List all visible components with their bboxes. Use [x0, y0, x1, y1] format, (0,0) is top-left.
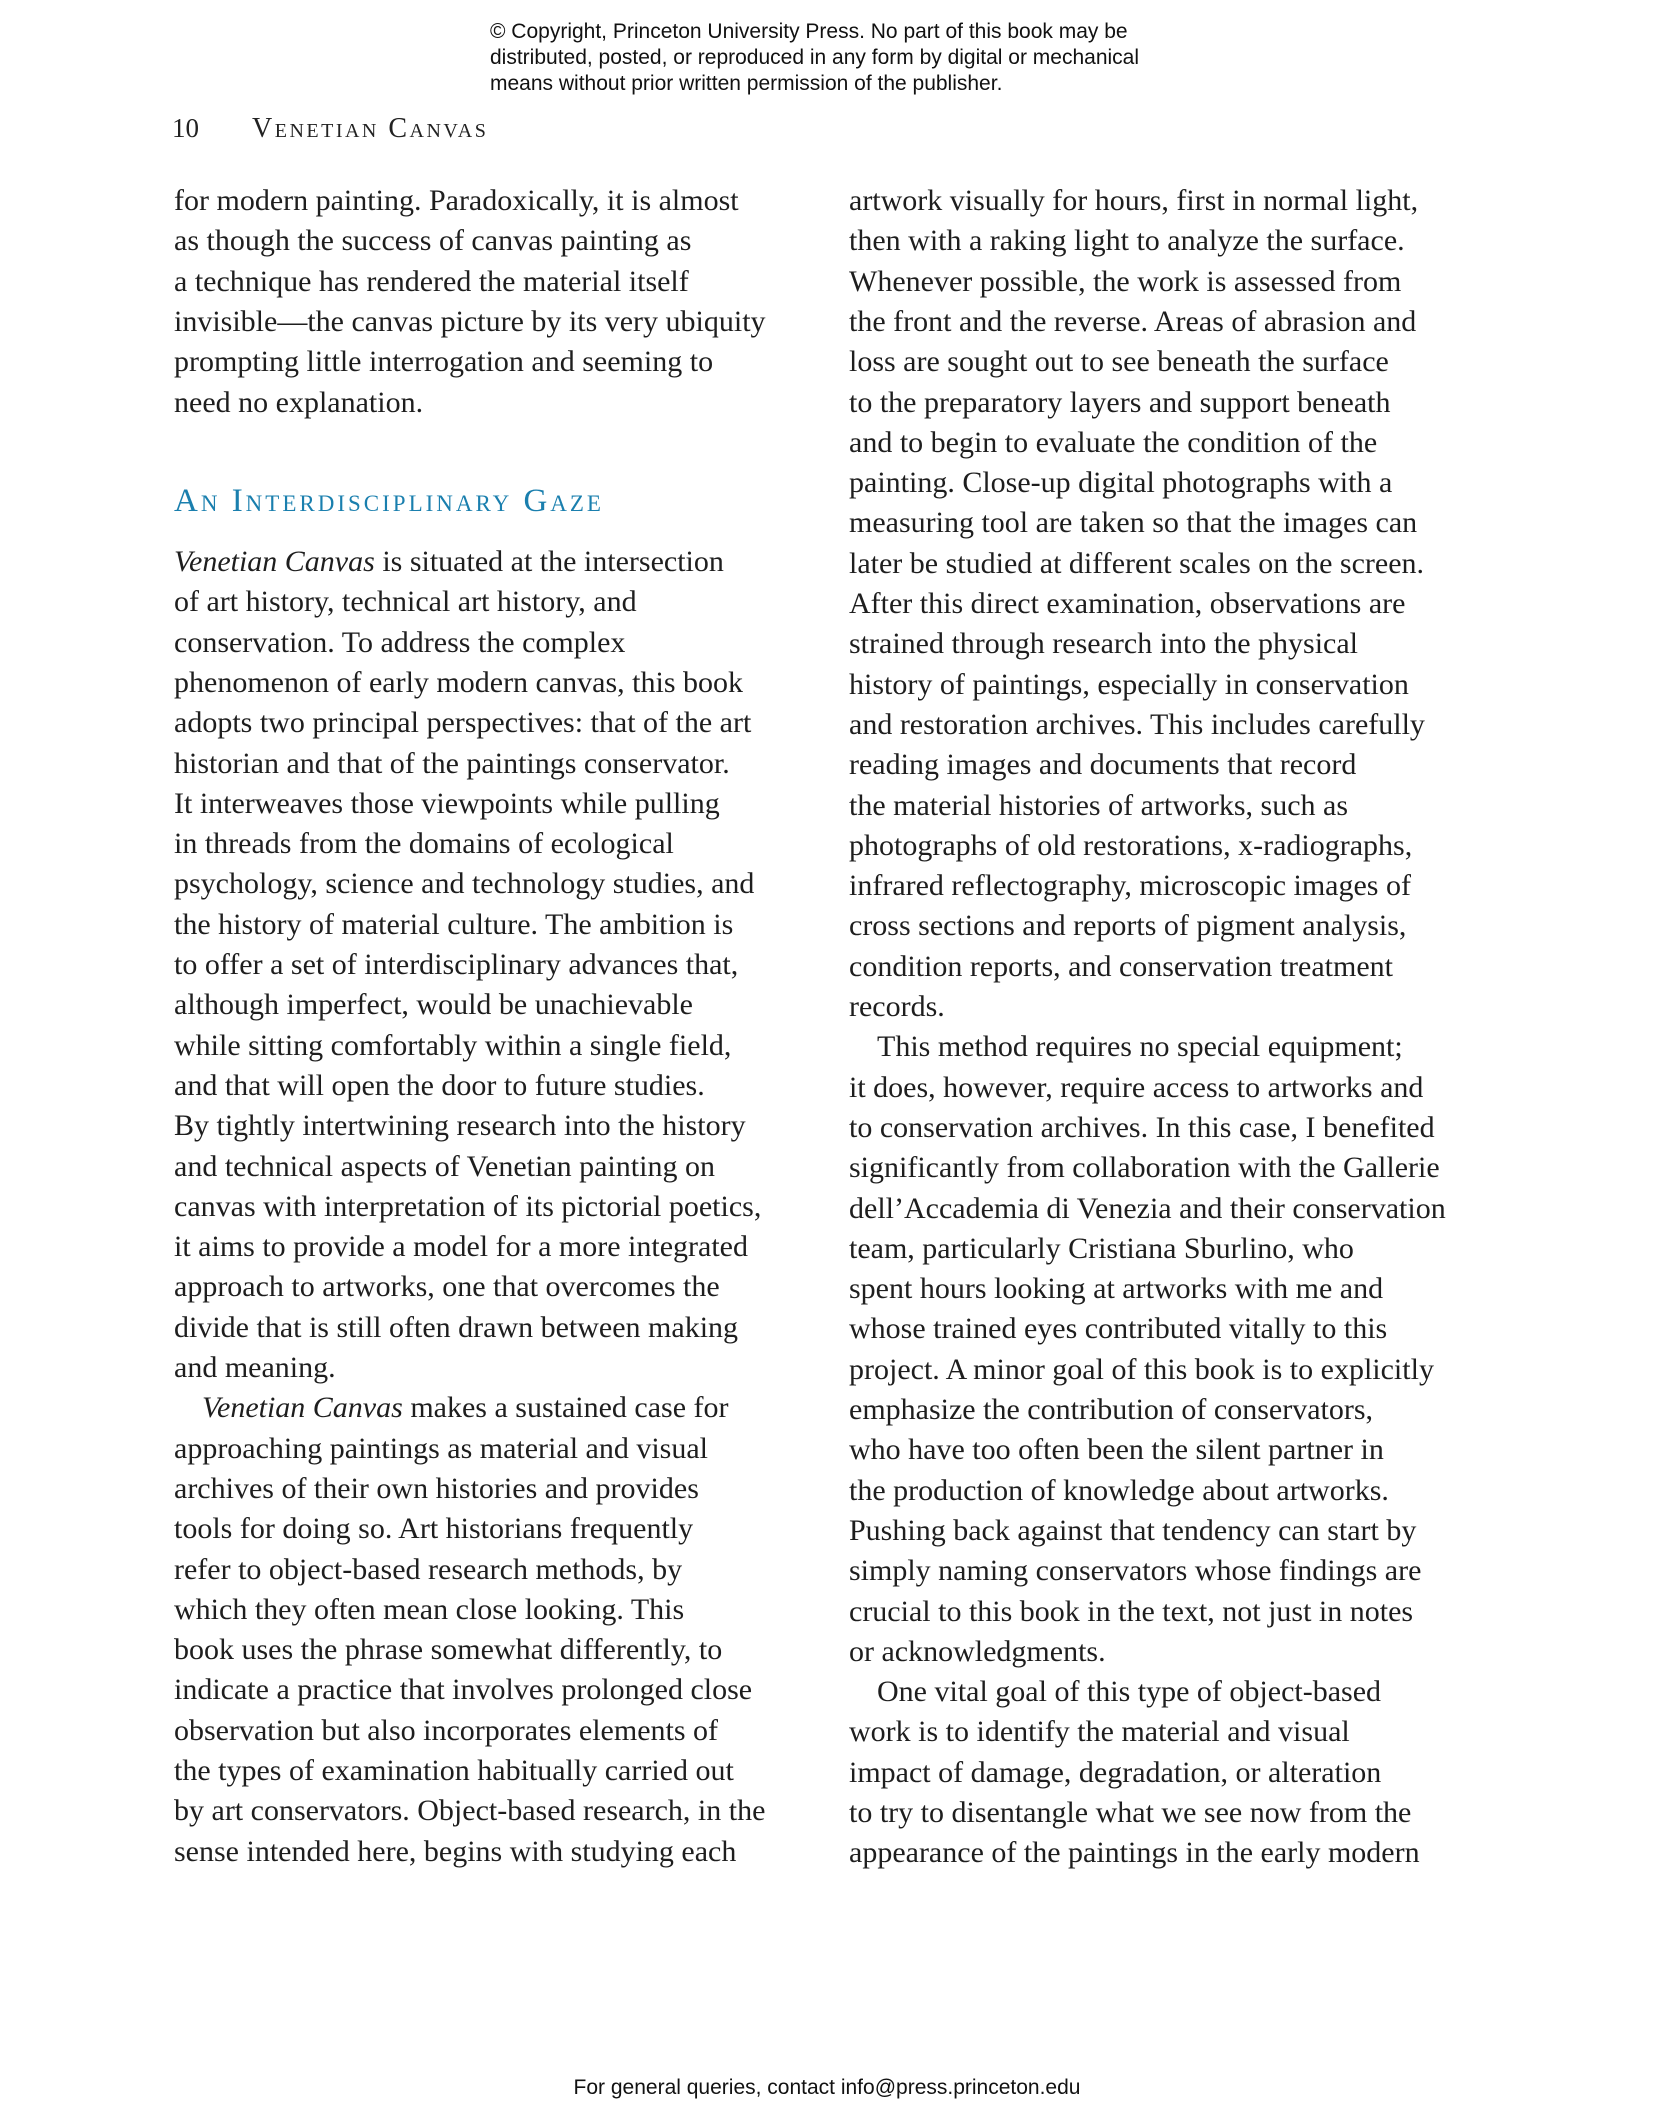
- text-line: approach to artworks, one that overcomes the: [174, 1270, 720, 1304]
- text-line: artwork visually for hours, first in normal light,: [849, 184, 1419, 217]
- copyright-line: distributed, posted, or reproduced in any form by digital or mechanical: [490, 46, 1140, 69]
- text-line: historian and that of the paintings conservator.: [174, 746, 730, 780]
- text-line: and technical aspects of Venetian painting on: [174, 1149, 715, 1183]
- book-title: Venetian Canvas: [252, 113, 489, 144]
- text-line: invisible—the canvas picture by its very ubiquity: [174, 304, 766, 338]
- text-line: to try to disentangle what we see now from the: [849, 1796, 1412, 1829]
- text-line: prompting little interrogation and seeming to: [174, 345, 714, 379]
- section-heading: An Interdisciplinary Gaze: [174, 483, 604, 519]
- text-line: sense intended here, begins with studying each: [174, 1834, 737, 1868]
- text-line: strained through research into the physical: [849, 627, 1359, 661]
- text-run: is situated at the intersection: [374, 545, 724, 578]
- text-line: book uses the phrase somewhat differently, to: [174, 1633, 723, 1667]
- text-line: Whenever possible, the work is assessed from: [849, 264, 1402, 298]
- text-line: the types of examination habitually carried out: [174, 1754, 734, 1787]
- text-line: measuring tool are taken so that the images can: [849, 506, 1418, 540]
- text-run: makes a sustained case for: [402, 1391, 729, 1425]
- text-line: observation but also incorporates elements of: [174, 1713, 719, 1747]
- text-line: impact of damage, degradation, or alteration: [849, 1755, 1382, 1789]
- footer-contact: For general queries, contact info@press.princeton.edu: [573, 2076, 1081, 2099]
- text-line: work is to identify the material and visual: [849, 1715, 1350, 1749]
- text-line: the front and the reverse. Areas of abrasion and: [849, 304, 1417, 338]
- text-line: [174, 1388, 729, 1428]
- text-line: then with a raking light to analyze the surface.: [849, 224, 1405, 258]
- text-line: spent hours looking at artworks with me and: [849, 1272, 1384, 1306]
- book-title-italic: Venetian Canvas: [202, 1391, 403, 1425]
- text-line: cross sections and reports of pigment analysis,: [849, 909, 1407, 943]
- text-line: adopts two principal perspectives: that of the art: [174, 706, 752, 740]
- copyright-line: © Copyright, Princeton University Press. No part of this book may be: [490, 20, 1128, 43]
- text-line: canvas with interpretation of its pictorial poetics,: [174, 1189, 762, 1223]
- text-line: to conservation archives. In this case, I benefited: [849, 1110, 1435, 1144]
- text-line: condition reports, and conservation treatment: [849, 949, 1393, 983]
- text-line: or acknowledgments.: [849, 1634, 1106, 1668]
- copyright-notice: [490, 19, 1139, 97]
- text-line: by art conservators. Object-based research, in the: [174, 1794, 766, 1828]
- text-line: After this direct examination, observations are: [849, 587, 1406, 620]
- text-line: By tightly intertwining research into the history: [174, 1109, 746, 1143]
- text-line: to offer a set of interdisciplinary advances that,: [174, 948, 739, 981]
- text-line: reading images and documents that record: [849, 748, 1357, 782]
- text-line: it does, however, require access to artworks and: [849, 1070, 1424, 1104]
- text-line: records.: [849, 990, 945, 1023]
- text-line: archives of their own histories and provides: [174, 1471, 699, 1505]
- text-line: conservation. To address the complex: [174, 625, 626, 659]
- text-line: approaching paintings as material and visual: [174, 1431, 709, 1465]
- text-line: who have too often been the silent partner in: [849, 1433, 1384, 1467]
- text-line: indicate a practice that involves prolonged close: [174, 1673, 753, 1707]
- text-line: emphasize the contribution of conservators,: [849, 1393, 1374, 1426]
- text-line: team, particularly Cristiana Sburlino, who: [849, 1231, 1354, 1265]
- text-line: photographs of old restorations, x-radiographs,: [849, 828, 1413, 862]
- text-line: project. A minor goal of this book is to explicitly: [849, 1352, 1434, 1386]
- text-line: the history of material culture. The ambition is: [174, 907, 734, 941]
- text-line: significantly from collaboration with the Gallerie: [849, 1151, 1440, 1185]
- text-line: This method requires no special equipment;: [877, 1030, 1403, 1064]
- text-line: infrared reflectography, microscopic images of: [849, 869, 1411, 903]
- text-line: need no explanation.: [174, 385, 424, 419]
- text-line: painting. Close-up digital photographs with a: [849, 466, 1393, 500]
- text-line: although imperfect, would be unachievable: [174, 988, 693, 1022]
- text-line: a technique has rendered the material itself: [174, 264, 689, 298]
- text-line: and to begin to evaluate the condition of the: [849, 425, 1378, 459]
- running-head: [172, 110, 488, 147]
- text-line: It interweaves those viewpoints while pulling: [174, 786, 720, 820]
- text-line: refer to object-based research methods, by: [174, 1552, 683, 1586]
- text-line: Pushing back against that tendency can start by: [849, 1513, 1417, 1547]
- text-line: to the preparatory layers and support beneath: [849, 385, 1391, 419]
- text-line: while sitting comfortably within a single field,: [174, 1028, 732, 1062]
- text-line: simply naming conservators whose findings are: [849, 1554, 1422, 1588]
- text-line: it aims to provide a model for a more integrated: [174, 1230, 748, 1264]
- text-line: and that will open the door to future studies.: [174, 1068, 705, 1102]
- text-line: history of paintings, especially in conservation: [849, 667, 1409, 701]
- text-line: One vital goal of this type of object-based: [877, 1675, 1382, 1709]
- text-line: appearance of the paintings in the early modern: [849, 1836, 1420, 1870]
- text-line: crucial to this book in the text, not just in notes: [849, 1594, 1414, 1628]
- text-line: psychology, science and technology studies, and: [174, 867, 755, 901]
- text-line: divide that is still often drawn between making: [174, 1310, 739, 1344]
- text-line: dell’Accademia di Venezia and their conservation: [849, 1191, 1446, 1225]
- text-line: for modern painting. Paradoxically, it is almost: [174, 184, 739, 217]
- text-line: which they often mean close looking. This: [174, 1592, 685, 1626]
- text-line: of art history, technical art history, and: [174, 585, 637, 619]
- text-line: the material histories of artworks, such as: [849, 788, 1349, 822]
- text-line: phenomenon of early modern canvas, this book: [174, 665, 744, 699]
- book-title-italic: Venetian Canvas: [174, 545, 375, 578]
- text-line: loss are sought out to see beneath the surface: [849, 345, 1389, 379]
- text-line: and meaning.: [174, 1351, 336, 1384]
- page-number: 10: [172, 113, 199, 143]
- text-line: later be studied at different scales on the screen.: [849, 546, 1425, 580]
- text-line: as though the success of canvas painting as: [174, 224, 692, 258]
- text-line: the production of knowledge about artworks.: [849, 1473, 1389, 1507]
- text-line: and restoration archives. This includes carefully: [849, 707, 1425, 741]
- text-line: in threads from the domains of ecological: [174, 827, 674, 861]
- text-line: tools for doing so. Art historians frequently: [174, 1512, 694, 1546]
- copyright-line: means without prior written permission of the publisher.: [490, 72, 1003, 95]
- text-line: whose trained eyes contributed vitally to this: [849, 1312, 1388, 1346]
- text-line: [174, 542, 724, 582]
